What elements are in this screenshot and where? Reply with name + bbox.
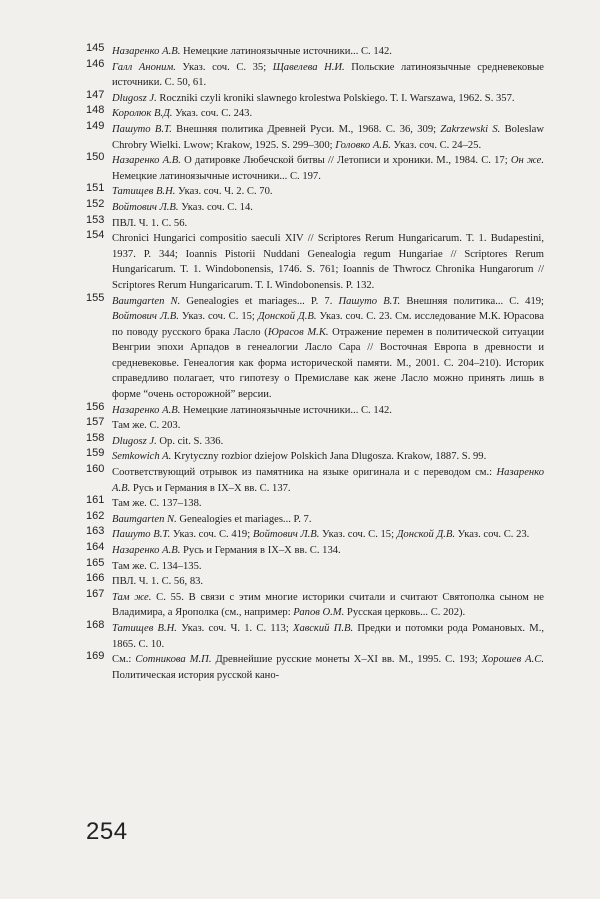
- author-reference: Baumgarten N.: [112, 295, 181, 307]
- footnote: [86, 652, 544, 683]
- footnote: [86, 88, 544, 107]
- citation-text: См.:: [112, 654, 136, 666]
- footnote-text: [112, 623, 544, 650]
- footnote: [86, 153, 544, 184]
- citation-text: Немецкие латиноязычные источники... С. 142.: [180, 404, 392, 416]
- author-reference: Dlugosz J.: [112, 92, 157, 104]
- footnote-text: [112, 202, 253, 213]
- footnote-number: 168: [86, 618, 105, 631]
- footnote-number: 158: [86, 431, 105, 444]
- author-reference: Он же.: [510, 155, 544, 167]
- footnote-text: [112, 218, 187, 229]
- author-reference: Пашуто В.Т.: [112, 529, 171, 541]
- footnote: [86, 184, 544, 200]
- footnote-number: 157: [86, 416, 105, 429]
- footnote-text: [112, 108, 252, 119]
- footnote: [86, 556, 544, 575]
- footnote-text: [112, 155, 544, 182]
- footnote: [86, 618, 544, 652]
- citation-text: Немецкие латиноязычные источники... С. 197.: [112, 170, 321, 182]
- citation-text: Boleslaw Chrobry Wielki. Lwow; Krakow, 1925. S. 299–300;: [112, 123, 544, 151]
- footnote-number: 166: [86, 572, 105, 585]
- page-number: 254: [86, 818, 128, 845]
- author-reference: Юрасов М.К.: [267, 326, 329, 338]
- citation-text: Отражение перемен в политической ситуации Венгрии эпохи Арпадов в генеалогии Ласло Сара // Восточная Европа в древности и средневековье. Генеалогия как форма исторической памяти. М., 2001. С. 204–210). Историк справедливо полагает, что гипотезу о Премиславе как жене Ласло можно принять лишь в форме “очень осторожной” версии.: [112, 326, 544, 401]
- citation-text: Указ. соч. С. 23.: [454, 529, 530, 541]
- footnote-text: [112, 124, 544, 151]
- citation-text: Политическая история русской кано-: [112, 669, 280, 681]
- author-reference: Назаренко А.В.: [112, 404, 181, 416]
- author-reference: Назаренко А.В.: [112, 467, 544, 494]
- author-reference: Semkowich A.: [112, 451, 172, 463]
- footnote: [86, 587, 545, 621]
- footnote-text: [112, 93, 515, 104]
- citation-text: Внешняя политика... С. 419;: [400, 295, 544, 307]
- author-reference: Назаренко А.В.: [112, 46, 181, 57]
- footnote: [86, 44, 544, 60]
- citation-text: Указ. соч. Ч. 2. С. 70.: [175, 186, 273, 198]
- footnote-text: [112, 62, 544, 89]
- footnote-text: [112, 592, 544, 619]
- author-reference: Головко А.Б.: [335, 139, 391, 151]
- footnote: [86, 496, 544, 512]
- author-reference: Пашуто В.Т.: [112, 123, 172, 135]
- footnote-number: 164: [86, 541, 105, 553]
- citation-text: Указ. соч. Ч. 1. С. 113;: [176, 622, 293, 634]
- footnote: [86, 449, 544, 465]
- footnote-number: 162: [86, 509, 105, 522]
- footnote-number: 165: [86, 556, 105, 569]
- citation-text: Указ. соч. С. 243.: [172, 108, 253, 120]
- citation-text: Roczniki czyli kroniki slawnego krolestwa Polskiego. T. I. Warszawa, 1962. S. 357.: [156, 92, 515, 104]
- footnote: [86, 231, 544, 293]
- citation-text: Там же. С. 203.: [112, 420, 181, 432]
- footnote-text: [112, 561, 202, 572]
- author-reference: Татищев В.Н.: [112, 186, 176, 198]
- citation-text: Указ. соч. С. 15;: [178, 311, 258, 323]
- footnote-number: 155: [86, 291, 105, 304]
- author-reference: Галл Аноним.: [112, 61, 176, 73]
- author-reference: Сотникова М.П.: [135, 654, 212, 666]
- footnote-number: 156: [86, 400, 105, 413]
- citation-text: О датировке Любечской битвы // Летописи и хроники. М., 1984. С. 17;: [180, 155, 511, 167]
- footnote-text: [112, 233, 544, 291]
- author-reference: Baumgarten N.: [112, 513, 177, 525]
- footnote-number: 151: [86, 182, 105, 195]
- footnote: [86, 57, 544, 91]
- footnote-number: 145: [86, 42, 105, 54]
- footnote-number: 148: [86, 104, 105, 117]
- citation-text: Op. cit. S. 336.: [156, 435, 224, 447]
- footnote: [86, 213, 544, 232]
- citation-text: Указ. соч. С. 14.: [178, 201, 253, 213]
- citation-text: С. 55. В связи с этим многие историки считали и считают Святополка сыном не Владимира, а Ярополка (см., например:: [112, 591, 545, 619]
- citation-text: Указ. соч. С. 419;: [170, 529, 253, 541]
- author-reference: Там же.: [112, 591, 152, 603]
- footnote-number: 153: [86, 213, 105, 226]
- author-reference: Zakrzewski S.: [440, 123, 501, 135]
- citation-text: Krytyczny rozbior dziejow Polskich Jana Dlugosza. Krakow, 1887. S. 99.: [171, 451, 487, 463]
- footnote-text: [112, 514, 312, 525]
- footnote-text: [112, 529, 529, 540]
- footnote-number: 160: [86, 463, 105, 476]
- author-reference: Донской Д.В.: [257, 311, 317, 323]
- citation-text: Указ. соч. С. 35;: [175, 61, 273, 73]
- author-reference: Хавский П.В.: [293, 622, 354, 634]
- author-reference: Щавелева Н.И.: [272, 61, 345, 73]
- footnote-text: [112, 405, 392, 416]
- footnote: [86, 509, 544, 528]
- footnote-number: 167: [86, 587, 105, 600]
- footnote-number: 147: [86, 88, 105, 101]
- author-reference: Войтович Л.В.: [252, 529, 320, 541]
- author-reference: Войтович Л.В.: [112, 311, 179, 323]
- author-reference: Пашуто В.Т.: [338, 295, 401, 307]
- footnote: [86, 197, 544, 216]
- footnote-number: 169: [86, 650, 105, 663]
- footnote-number: 154: [86, 229, 105, 242]
- citation-text: Внешняя политика Древней Руси. М., 1968. С. 36, 309;: [171, 123, 441, 135]
- citation-text: Chronici Hungarici compositio saeculi XIV // Scriptores Rerum Hungaricarum. T. 1. Budapestini, 1937. P. 344; Ioannis Pistorii Nuddani Genealogia regum Hungariae // Scriptores Rerum Hungaricarum. T. 1. Windobonensis, 1746. S. 761; Ioannis de Thwrocz Chronika Hungarorum // Scriptores Rerum Hungaricarum. T. I. Windobonensis. P. 132.: [112, 233, 544, 291]
- footnote: [86, 119, 544, 153]
- author-reference: Dlugosz J.: [112, 435, 157, 447]
- citation-text: Соответствующий отрывок из памятника на языке оригинала и с переводом см.:: [112, 467, 497, 479]
- footnote-number: 163: [86, 525, 105, 538]
- footnote: [86, 400, 544, 419]
- author-reference: Назаренко А.В.: [112, 155, 181, 167]
- citation-text: Русская церковь... С. 202).: [344, 607, 466, 619]
- footnote-text: [112, 467, 544, 494]
- footnote: [86, 574, 544, 590]
- citation-text: Русь и Германия в IX–X вв. С. 137.: [130, 482, 291, 494]
- citation-text: Указ. соч. С. 24–25.: [390, 139, 482, 151]
- footnote-text: [112, 296, 544, 401]
- footnote-number: 150: [86, 151, 105, 164]
- citation-text: Русь и Германия в IX–X вв. С. 134.: [180, 545, 341, 556]
- citation-text: Указ. соч. С. 15;: [319, 529, 397, 541]
- citation-text: ПВЛ. Ч. 1. С. 56.: [112, 217, 188, 229]
- author-reference: Войтович Л.В.: [112, 201, 179, 213]
- footnote: [86, 418, 544, 434]
- citation-text: ПВЛ. Ч. 1. С. 56, 83.: [112, 576, 204, 588]
- citation-text: Genealogies et mariages... P. 7.: [176, 513, 312, 525]
- author-reference: Татищев В.Н.: [112, 622, 177, 634]
- citation-text: Там же. С. 137–138.: [112, 498, 202, 510]
- citation-text: Genealogies et mariages... P. 7.: [180, 295, 339, 307]
- footnote: [86, 106, 544, 122]
- footnote-text: [112, 545, 341, 556]
- footnote-text: [112, 451, 486, 462]
- footnote-text: [112, 436, 223, 447]
- footnote: [86, 291, 544, 403]
- footnote-number: 149: [86, 119, 105, 132]
- footnote: [86, 543, 544, 559]
- citation-text: Немецкие латиноязычные источники... С. 142.: [180, 46, 392, 57]
- footnote-text: [112, 186, 273, 197]
- author-reference: Донской Д.В.: [396, 529, 455, 541]
- footnote-text: [112, 498, 202, 509]
- citation-text: Предки и потомки рода Романовых. М., 1865. С. 10.: [112, 622, 544, 650]
- footnote-number: 161: [86, 494, 105, 507]
- author-reference: Рапов О.М.: [293, 607, 345, 619]
- citation-text: Древнейшие русские монеты X–XI вв. М., 1995. С. 193;: [211, 654, 482, 666]
- footnote: [86, 431, 544, 450]
- footnote-number: 146: [86, 57, 105, 70]
- footnotes-list: [86, 44, 544, 683]
- author-reference: Назаренко А.В.: [112, 545, 181, 556]
- footnote-number: 152: [86, 197, 105, 210]
- footnote-text: [112, 576, 203, 587]
- footnote: [86, 527, 544, 543]
- footnote-number: 159: [86, 447, 105, 460]
- footnote-text: [112, 46, 392, 57]
- citation-text: Указ. соч. С. 23. См. исследование М.К. Юрасова по поводу русского брака Ласло (: [112, 311, 544, 338]
- citation-text: Там же. С. 134–135.: [112, 560, 202, 572]
- author-reference: Хорошев А.С.: [481, 654, 545, 666]
- author-reference: Королюк В.Д.: [112, 108, 173, 120]
- footnote-text: [112, 420, 180, 431]
- footnote: [86, 465, 544, 496]
- citation-text: Польские латиноязычные средневековые источники. С. 50, 61.: [112, 61, 544, 89]
- footnote-text: [112, 654, 544, 681]
